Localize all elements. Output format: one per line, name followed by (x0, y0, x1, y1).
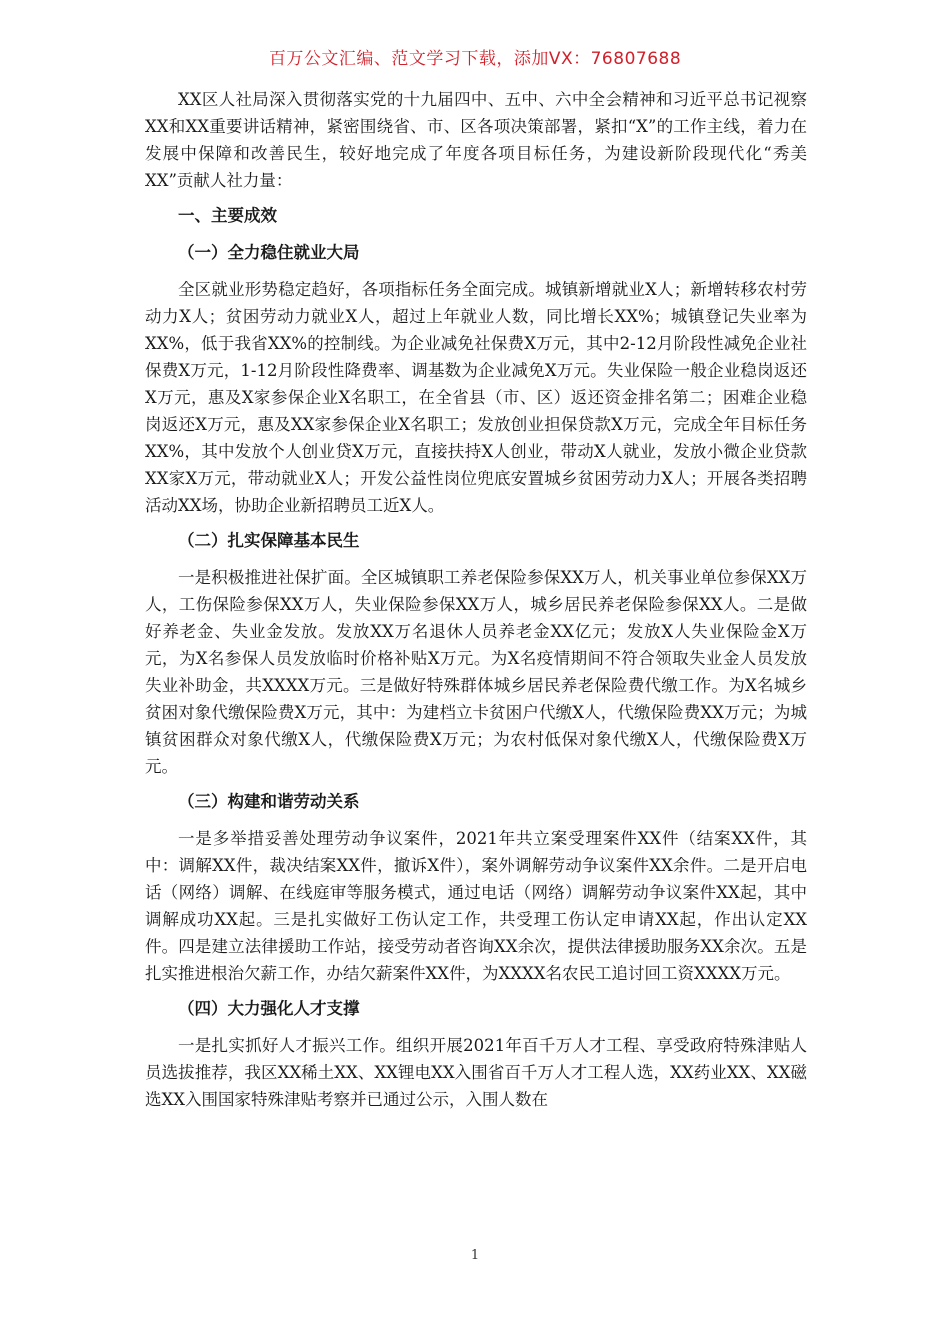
intro-paragraph: XX区人社局深入贯彻落实党的十九届四中、五中、六中全会精神和习近平总书记视察XX和XX重要讲话精神，紧密围绕省、市、区各项决策部署，紧扣“X”的工作主线，着力在发展中保障和改善民生，较好地完成了年度各项目标任务，为建设新阶段现代化“秀美XX”贡献人社力量： (145, 90, 807, 190)
subsection-paragraph-talent: 一是扎实抓好人才振兴工作。组织开展2021年百千万人才工程、享受政府特殊津贴人员选拔推荐，我区XX稀土XX、XX锂电XX入围省百千万人才工程人选，XX药业XX、XX磁选XX入围国家特殊津贴考察并已通过公示，入围人数在 (145, 1036, 807, 1109)
subsection-heading-talent: （四）大力强化人才支撑 (178, 999, 360, 1018)
document-body (145, 86, 807, 1122)
subsection-heading-labor-relations: （三）构建和谐劳动关系 (178, 792, 360, 811)
section-heading-main-achievements: 一、主要成效 (178, 206, 277, 225)
subsection-paragraph-labor-relations: 一是多举措妥善处理劳动争议案件，2021年共立案受理案件XX件（结案XX件，其中：调解XX件，裁决结案XX件，撤诉X件），案外调解劳动争议案件XX余件。二是开启电话（网络）调解、在线庭审等服务模式，通过电话（网络）调解劳动争议案件XX起，其中调解成功XX起。三是扎实做好工伤认定工作，共受理工伤认定申请XX起，作出认定XX件。四是建立法律援助工作站，接受劳动者咨询XX余次，提供法律援助服务XX余次。五是扎实推进根治欠薪工作，办结欠薪案件XX件，为XXXX名农民工追讨回工资XXXX万元。 (145, 829, 807, 983)
subsection-heading-employment: （一）全力稳住就业大局 (178, 243, 360, 262)
header-banner: 百万公文汇编、范文学习下载，添加VX：76807688 (268, 49, 682, 69)
subsection-paragraph-employment: 全区就业形势稳定趋好，各项指标任务全面完成。城镇新增就业X人；新增转移农村劳动力X人；贫困劳动力就业X人，超过上年就业人数，同比增长XX%；城镇登记失业率为XX%，低于我省XX%的控制线。为企业减免社保费X万元，其中2-12月阶段性减免企业社保费X万元，1-12月阶段性降费率、调基数为企业减免X万元。失业保险一般企业稳岗返还X万元，惠及X家参保企业X名职工，在全省县（市、区）返还资金排名第二；困难企业稳岗返还X万元，惠及XX家参保企业X名职工；发放创业担保贷款X万元，完成全年目标任务XX%，其中发放个人创业贷X万元，直接扶持X人创业，带动X人就业，发放小微企业贷款XX家X万元，带动就业X人；开发公益性岗位兜底安置城乡贫困劳动力X人；开展各类招聘活动XX场，协助企业新招聘员工近X人。 (145, 280, 807, 515)
subsection-paragraph-livelihood: 一是积极推进社保扩面。全区城镇职工养老保险参保XX万人，机关事业单位参保XX万人，工伤保险参保XX万人，失业保险参保XX万人，城乡居民养老保险参保XX人。二是做好养老金、失业金发放。发放XX万名退休人员养老金XX亿元；发放X人失业保险金X万元，为X名参保人员发放临时价格补贴X万元。为X名疫情期间不符合领取失业金人员发放失业补助金，共XXXX万元。三是做好特殊群体城乡居民养老保险费代缴工作。为X名城乡贫困对象代缴保险费X万元，其中：为建档立卡贫困户代缴X人，代缴保险费XX万元；为城镇贫困群众对象代缴X人，代缴保险费X万元；为农村低保对象代缴X人，代缴保险费X万元。 (145, 568, 807, 776)
page-number: 1 (470, 1248, 480, 1263)
subsection-heading-livelihood: （二）扎实保障基本民生 (178, 531, 360, 550)
